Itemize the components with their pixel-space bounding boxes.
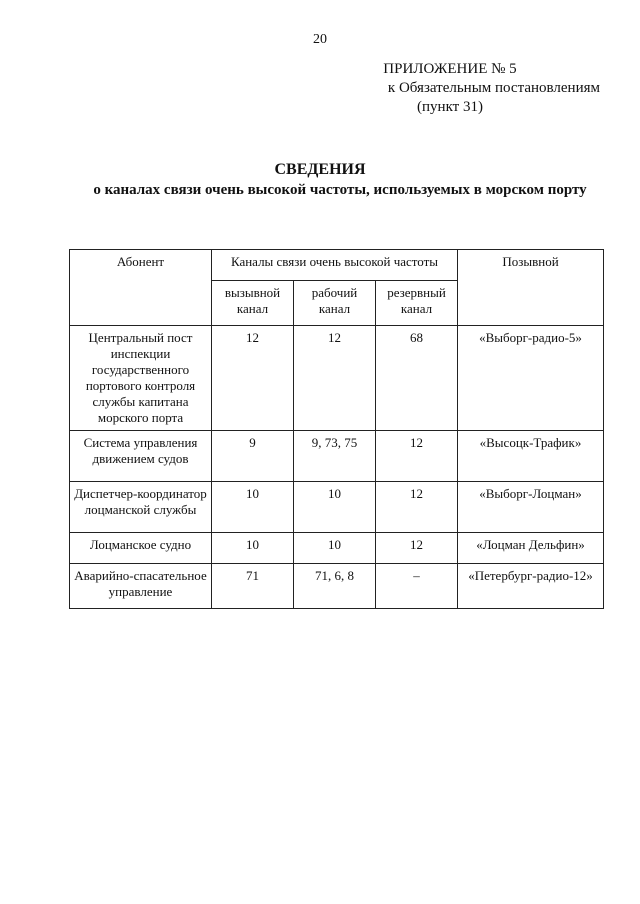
table-row [70, 564, 604, 609]
cell-callsign: «Выборг-радио-5» [458, 326, 604, 431]
cell-call-channel: 10 [212, 533, 294, 564]
document-subtitle: о каналах связи очень высокой частоты, используемых в морском порту [93, 182, 587, 198]
cell-callsign: «Петербург-радио-12» [458, 564, 604, 609]
cell-working-channel: 10 [294, 482, 376, 533]
page-number: 20 [313, 32, 327, 47]
table-row [70, 431, 604, 482]
header-callsign: Позывной [458, 250, 604, 326]
appendix-title: ПРИЛОЖЕНИЕ № 5 [383, 61, 517, 77]
cell-subscriber: Центральный пост инспекции государственного портового контроля службы капитана морского порта [70, 326, 212, 431]
cell-subscriber: Аварийно-спасательное управление [70, 564, 212, 609]
cell-call-channel: 71 [212, 564, 294, 609]
cell-subscriber: Система управления движением судов [70, 431, 212, 482]
channels-table [69, 249, 604, 609]
cell-reserve-channel: 12 [376, 482, 458, 533]
header-reserve-channel: резервный канал [376, 281, 458, 326]
table-row [70, 326, 604, 431]
document-title: СВЕДЕНИЯ [274, 161, 366, 178]
header-subscriber: Абонент [70, 250, 212, 326]
cell-working-channel: 10 [294, 533, 376, 564]
cell-subscriber: Лоцманское судно [70, 533, 212, 564]
appendix-subtitle: к Обязательным постановлениям [387, 80, 600, 96]
cell-call-channel: 9 [212, 431, 294, 482]
header-working-channel: рабочий канал [294, 281, 376, 326]
table-row [70, 482, 604, 533]
cell-call-channel: 12 [212, 326, 294, 431]
cell-reserve-channel: 68 [376, 326, 458, 431]
cell-reserve-channel: – [376, 564, 458, 609]
appendix-block [300, 60, 600, 117]
cell-working-channel: 71, 6, 8 [294, 564, 376, 609]
cell-reserve-channel: 12 [376, 533, 458, 564]
cell-callsign: «Выборг-Лоцман» [458, 482, 604, 533]
cell-working-channel: 9, 73, 75 [294, 431, 376, 482]
cell-reserve-channel: 12 [376, 431, 458, 482]
cell-subscriber: Диспетчер-координатор лоцманской службы [70, 482, 212, 533]
cell-callsign: «Лоцман Дельфин» [458, 533, 604, 564]
appendix-clause: (пункт 31) [417, 99, 483, 115]
cell-working-channel: 12 [294, 326, 376, 431]
header-call-channel: вызывной канал [212, 281, 294, 326]
table-row [70, 533, 604, 564]
header-channels-group: Каналы связи очень высокой частоты [212, 250, 458, 281]
cell-call-channel: 10 [212, 482, 294, 533]
cell-callsign: «Высоцк-Трафик» [458, 431, 604, 482]
